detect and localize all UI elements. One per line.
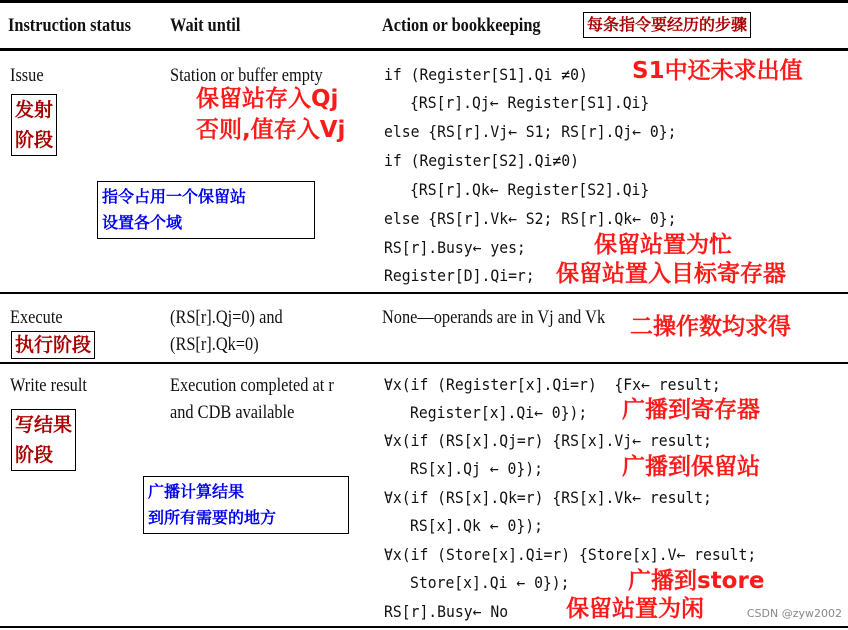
write-code-line-7: ∀x(if (Store[x].Qi=r) {Store[x].V← result; (384, 545, 757, 564)
issue-code-line-7: RS[r].Busy← yes; (384, 238, 526, 257)
issue-note-line-1: 指令占用一个保留站 (102, 187, 247, 206)
header-action: Action or bookkeeping (382, 15, 541, 36)
annotation-broadcast-store: 广播到store (628, 568, 765, 594)
annotation-s1-not-ready: S1中还未求出值 (632, 58, 803, 84)
top-rule (0, 0, 848, 3)
issue-code-line-2: {RS[r].Qj← Register[S1].Qi} (410, 93, 650, 112)
issue-stage-label (11, 94, 57, 156)
annotation-rs-idle: 保留站置为闲 (566, 596, 704, 622)
execute-action: None—operands are in Vj and Vk (382, 307, 606, 328)
annotation-store-qj: 保留站存入Qj (196, 86, 339, 112)
issue-code-line-8: Register[D].Qi=r; (384, 266, 535, 285)
annotation-broadcast-rs: 广播到保留站 (622, 454, 760, 480)
issue-note-line-2: 设置各个域 (102, 213, 183, 232)
write-code-line-9: RS[r].Busy← No (384, 602, 509, 621)
execute-status: Execute (10, 307, 63, 328)
steps-tag: 每条指令要经历的步骤 (583, 12, 751, 38)
write-stage-line-2: 阶段 (15, 444, 54, 466)
write-code-line-6: RS[x].Qk ← 0}); (410, 516, 543, 535)
issue-code-line-5: {RS[r].Qk← Register[S2].Qi} (410, 180, 650, 199)
issue-note-box (97, 181, 315, 239)
write-wait-line-2: and CDB available (170, 402, 295, 423)
issue-wait: Station or buffer empty (170, 65, 323, 86)
execute-stage-label (11, 331, 95, 359)
header-wait-until: Wait until (170, 15, 241, 36)
annotation-busy: 保留站置为忙 (594, 232, 732, 258)
annotation-else-vj: 否则,值存入Vj (196, 117, 346, 143)
execute-rule (0, 362, 848, 364)
write-note-line-2: 到所有需要的地方 (148, 508, 277, 527)
write-code-line-2: Register[x].Qi← 0}); (410, 403, 588, 422)
write-note-box (143, 476, 349, 534)
write-code-line-3: ∀x(if (RS[x].Qj=r) {RS[x].Vj← result; (384, 431, 712, 450)
header-rule (0, 48, 848, 51)
write-status: Write result (10, 375, 87, 396)
execute-wait-line-2: (RS[r].Qk=0) (170, 334, 259, 355)
bottom-rule (0, 626, 848, 628)
issue-code-line-6: else {RS[r].Vk← S2; RS[r].Qk← 0}; (384, 209, 677, 228)
annotation-operands-ready: 二操作数均求得 (630, 314, 791, 340)
write-note-line-1: 广播计算结果 (148, 482, 245, 501)
write-code-line-8: Store[x].Qi ← 0}); (410, 573, 570, 592)
execute-wait-line-1: (RS[r].Qj=0) and (170, 307, 283, 328)
header-instruction-status: Instruction status (8, 15, 132, 36)
write-stage-label (11, 409, 76, 471)
write-code-line-4: RS[x].Qj ← 0}); (410, 459, 543, 478)
issue-rule (0, 292, 848, 294)
watermark: CSDN @zyw2002 (746, 607, 842, 620)
issue-code-line-3: else {RS[r].Vj← S1; RS[r].Qj← 0}; (384, 122, 677, 141)
write-code-line-5: ∀x(if (RS[x].Qk=r) {RS[x].Vk← result; (384, 488, 712, 507)
issue-code-line-4: if (Register[S2].Qi≠0) (384, 151, 579, 170)
issue-status: Issue (10, 65, 44, 86)
write-code-line-1: ∀x(if (Register[x].Qi=r) {Fx← result; (384, 375, 721, 394)
write-stage-line-1: 写结果 (15, 414, 73, 436)
issue-stage-line-1: 发射 (15, 99, 54, 121)
execute-stage-line-1: 执行阶段 (15, 334, 92, 356)
annotation-broadcast-register: 广播到寄存器 (622, 397, 760, 423)
issue-code-line-1: if (Register[S1].Qi ≠0) (384, 65, 588, 84)
annotation-target-register: 保留站置入目标寄存器 (556, 261, 786, 287)
issue-stage-line-2: 阶段 (15, 129, 54, 151)
write-wait-line-1: Execution completed at r (170, 375, 334, 396)
